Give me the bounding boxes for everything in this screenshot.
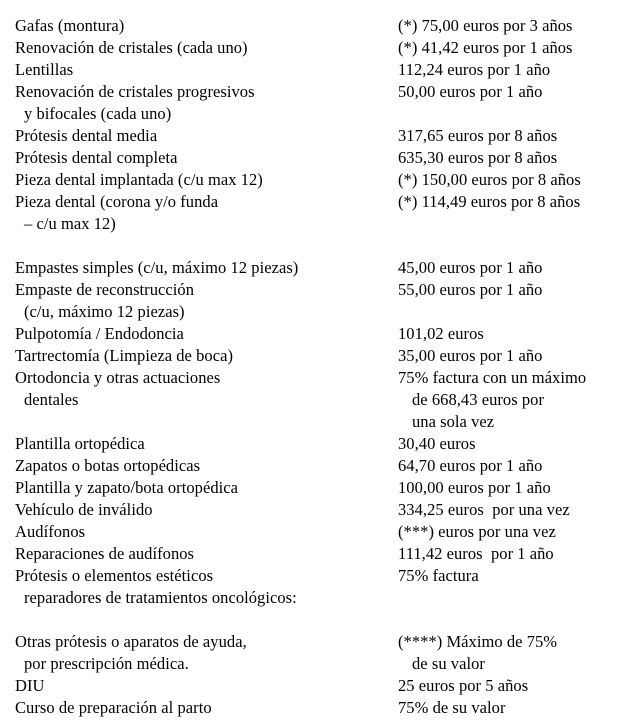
concept-cell: Curso de preparación al parto [15, 698, 212, 717]
concept-cell: Empastes simples (c/u, máximo 12 piezas) [15, 258, 299, 277]
concept-cell: Otras prótesis o aparatos de ayuda, [15, 632, 247, 651]
table-row [0, 697, 632, 719]
table-row [0, 257, 632, 279]
amount-cell: (*) 150,00 euros por 8 años [398, 170, 581, 189]
concept-cell: reparadores de tratamientos oncológicos: [24, 588, 297, 607]
amount-cell: 101,02 euros [398, 324, 484, 343]
concept-cell: Prótesis dental media [15, 126, 158, 145]
concept-cell: dentales [24, 390, 79, 409]
concept-cell: DIU [15, 676, 45, 695]
table-row [0, 609, 632, 631]
concept-cell: (c/u, máximo 12 piezas) [24, 302, 185, 321]
amount-cell: 111,42 euros por 1 año [398, 544, 554, 563]
concept-cell: Pieza dental implantada (c/u max 12) [15, 170, 263, 189]
table-row [0, 389, 632, 411]
concept-cell: Audífonos [15, 522, 86, 541]
amount-cell: 75% factura [398, 566, 479, 585]
concept-cell: Pulpotomía / Endodoncia [15, 324, 184, 343]
amount-cell: de 668,43 euros por [412, 390, 545, 409]
table-row [0, 279, 632, 301]
amount-cell: 50,00 euros por 1 año [398, 82, 543, 101]
concept-cell: Prótesis o elementos estéticos [15, 566, 214, 585]
table-row [0, 345, 632, 367]
concept-cell: Prótesis dental completa [15, 148, 178, 167]
amount-cell: 64,70 euros por 1 año [398, 456, 543, 475]
table-row [0, 213, 632, 235]
amount-cell: 45,00 euros por 1 año [398, 258, 543, 277]
concept-cell: Pieza dental (corona y/o funda [15, 192, 219, 211]
table-row [0, 81, 632, 103]
amount-cell: 635,30 euros por 8 años [398, 148, 558, 167]
amount-cell: una sola vez [412, 412, 495, 431]
table-row [0, 653, 632, 675]
concept-cell: – c/u max 12) [24, 214, 116, 233]
amount-cell: 75% de su valor [398, 698, 506, 717]
amount-cell: (*) 114,49 euros por 8 años [398, 192, 581, 211]
table-row [0, 367, 632, 389]
amount-cell: (*) 75,00 euros por 3 años [398, 16, 573, 35]
table-row [0, 235, 632, 257]
concept-cell: Renovación de cristales (cada uno) [15, 38, 248, 57]
table-row [0, 169, 632, 191]
concept-cell: Lentillas [15, 60, 74, 79]
concept-cell: Plantilla y zapato/bota ortopédica [15, 478, 238, 497]
amount-cell: 35,00 euros por 1 año [398, 346, 543, 365]
amount-cell: de su valor [412, 654, 485, 673]
table-row [0, 455, 632, 477]
concept-cell: Renovación de cristales progresivos [15, 82, 255, 101]
table-row [0, 675, 632, 697]
concept-cell: Plantilla ortopédica [15, 434, 145, 453]
concept-cell: Tartrectomía (Limpieza de boca) [15, 346, 233, 365]
amount-cell: 334,25 euros por una vez [398, 500, 570, 519]
table-row [0, 411, 632, 433]
concept-cell: Ortodoncia y otras actuaciones [15, 368, 221, 387]
concept-cell: Zapatos o botas ortopédicas [15, 456, 201, 475]
table-row [0, 477, 632, 499]
table-row [0, 323, 632, 345]
table-row [0, 521, 632, 543]
table-row [0, 301, 632, 323]
table-row [0, 125, 632, 147]
table-row [0, 103, 632, 125]
amount-cell: 30,40 euros [398, 434, 476, 453]
amount-cell: 55,00 euros por 1 año [398, 280, 543, 299]
table-row [0, 191, 632, 213]
amount-cell: (****) Máximo de 75% [398, 632, 558, 651]
table-row [0, 587, 632, 609]
table-row [0, 433, 632, 455]
concept-cell: Empaste de reconstrucción [15, 280, 195, 299]
concept-cell: Gafas (montura) [15, 16, 125, 35]
amount-cell: 112,24 euros por 1 año [398, 60, 551, 79]
table-row [0, 15, 632, 37]
table-row [0, 499, 632, 521]
amount-cell: (***) euros por una vez [398, 522, 556, 541]
amount-cell: (*) 41,42 euros por 1 años [398, 38, 573, 57]
table-row [0, 59, 632, 81]
concept-cell: Vehículo de inválido [15, 500, 153, 519]
table-row [0, 543, 632, 565]
concept-cell: y bifocales (cada uno) [24, 104, 172, 123]
table-row [0, 147, 632, 169]
concept-cell: Reparaciones de audífonos [15, 544, 195, 563]
amount-cell: 25 euros por 5 años [398, 676, 529, 695]
table-row [0, 37, 632, 59]
amount-cell: 75% factura con un máximo [398, 368, 587, 387]
amount-cell: 100,00 euros por 1 año [398, 478, 551, 497]
amount-cell: 317,65 euros por 8 años [398, 126, 558, 145]
table-row [0, 565, 632, 587]
table-row [0, 631, 632, 653]
concept-cell: por prescripción médica. [24, 654, 189, 673]
